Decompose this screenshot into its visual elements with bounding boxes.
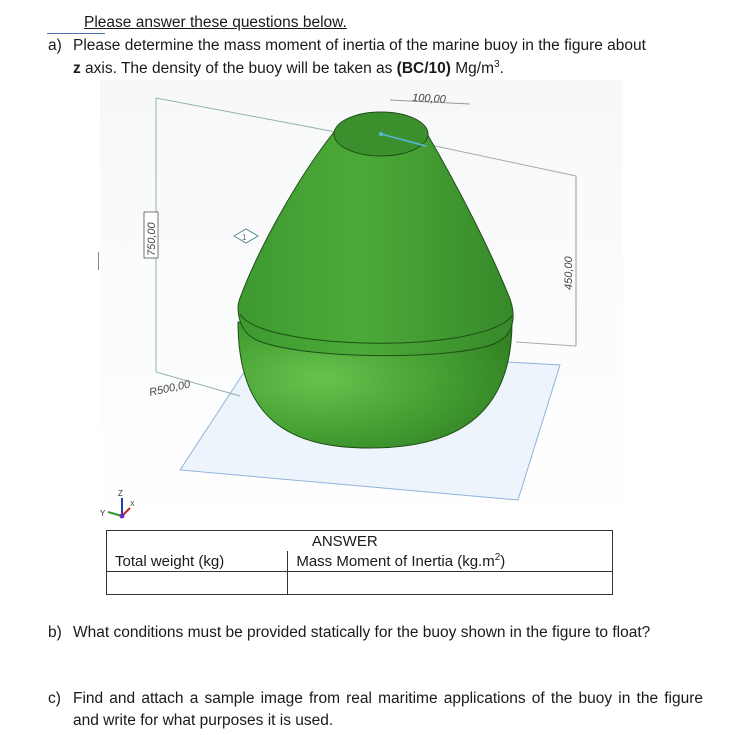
question-c [48,688,703,732]
question-c-text: Find and attach a sample image from real maritime applications of the buoy in the figure and write for what purposes it is used. [73,690,703,729]
left-dimension-label: 750,00 [146,222,158,256]
top-center-point [379,132,383,136]
question-b-text: What conditions must be provided statically for the buoy shown in the figure to float? [73,624,651,641]
question-a-line2 [73,59,504,78]
total-weight-label: Total weight (kg) [115,552,225,570]
buoy-figure-svg [100,80,623,530]
answer-table-col2-header [288,551,613,572]
question-a-end: . [499,60,504,78]
axis-name: z [73,60,81,78]
inertia-label-end: ) [500,553,506,570]
density-unit: Mg/m [450,60,494,78]
svg-text:1: 1 [242,233,247,242]
answer-table-col1-header [107,551,288,572]
axis-x-label: X [130,501,135,508]
answer-table-empty-cell [107,531,288,552]
question-c-label: c) [48,690,61,707]
right-dimension-label: 450,00 [563,256,575,290]
density-unit-sup: 3 [494,59,500,70]
inertia-label-sup: 2 [494,552,501,563]
inertia-label: Mass Moment of Inertia (kg.m [296,553,495,570]
intro-underline-divider [47,33,105,34]
radius-dimension-label: R500,00 [148,378,192,399]
total-weight-answer-cell[interactable] [107,572,288,595]
question-b [48,622,703,644]
buoy-figure [100,80,623,530]
question-a-line1: Please determine the mass moment of inertia of the marine buoy in the figure about [73,37,646,54]
answer-table [106,530,613,595]
top-dimension-label: 100,00 [411,92,447,106]
intro-label: Please answer these questions below. [84,14,347,31]
margin-marker [98,252,99,270]
question-a-text: axis. The density of the buoy will be taken as [80,60,397,78]
inertia-answer-cell[interactable] [288,572,613,595]
axis-z-label: Z [118,489,123,498]
axis-y-label: Y [100,509,106,518]
answer-table-heading: ANSWER [288,531,613,552]
density-code: (BC/10) [396,60,451,78]
intro-text [84,14,347,32]
question-b-label: b) [48,624,62,641]
question-a-label: a) [48,37,62,54]
